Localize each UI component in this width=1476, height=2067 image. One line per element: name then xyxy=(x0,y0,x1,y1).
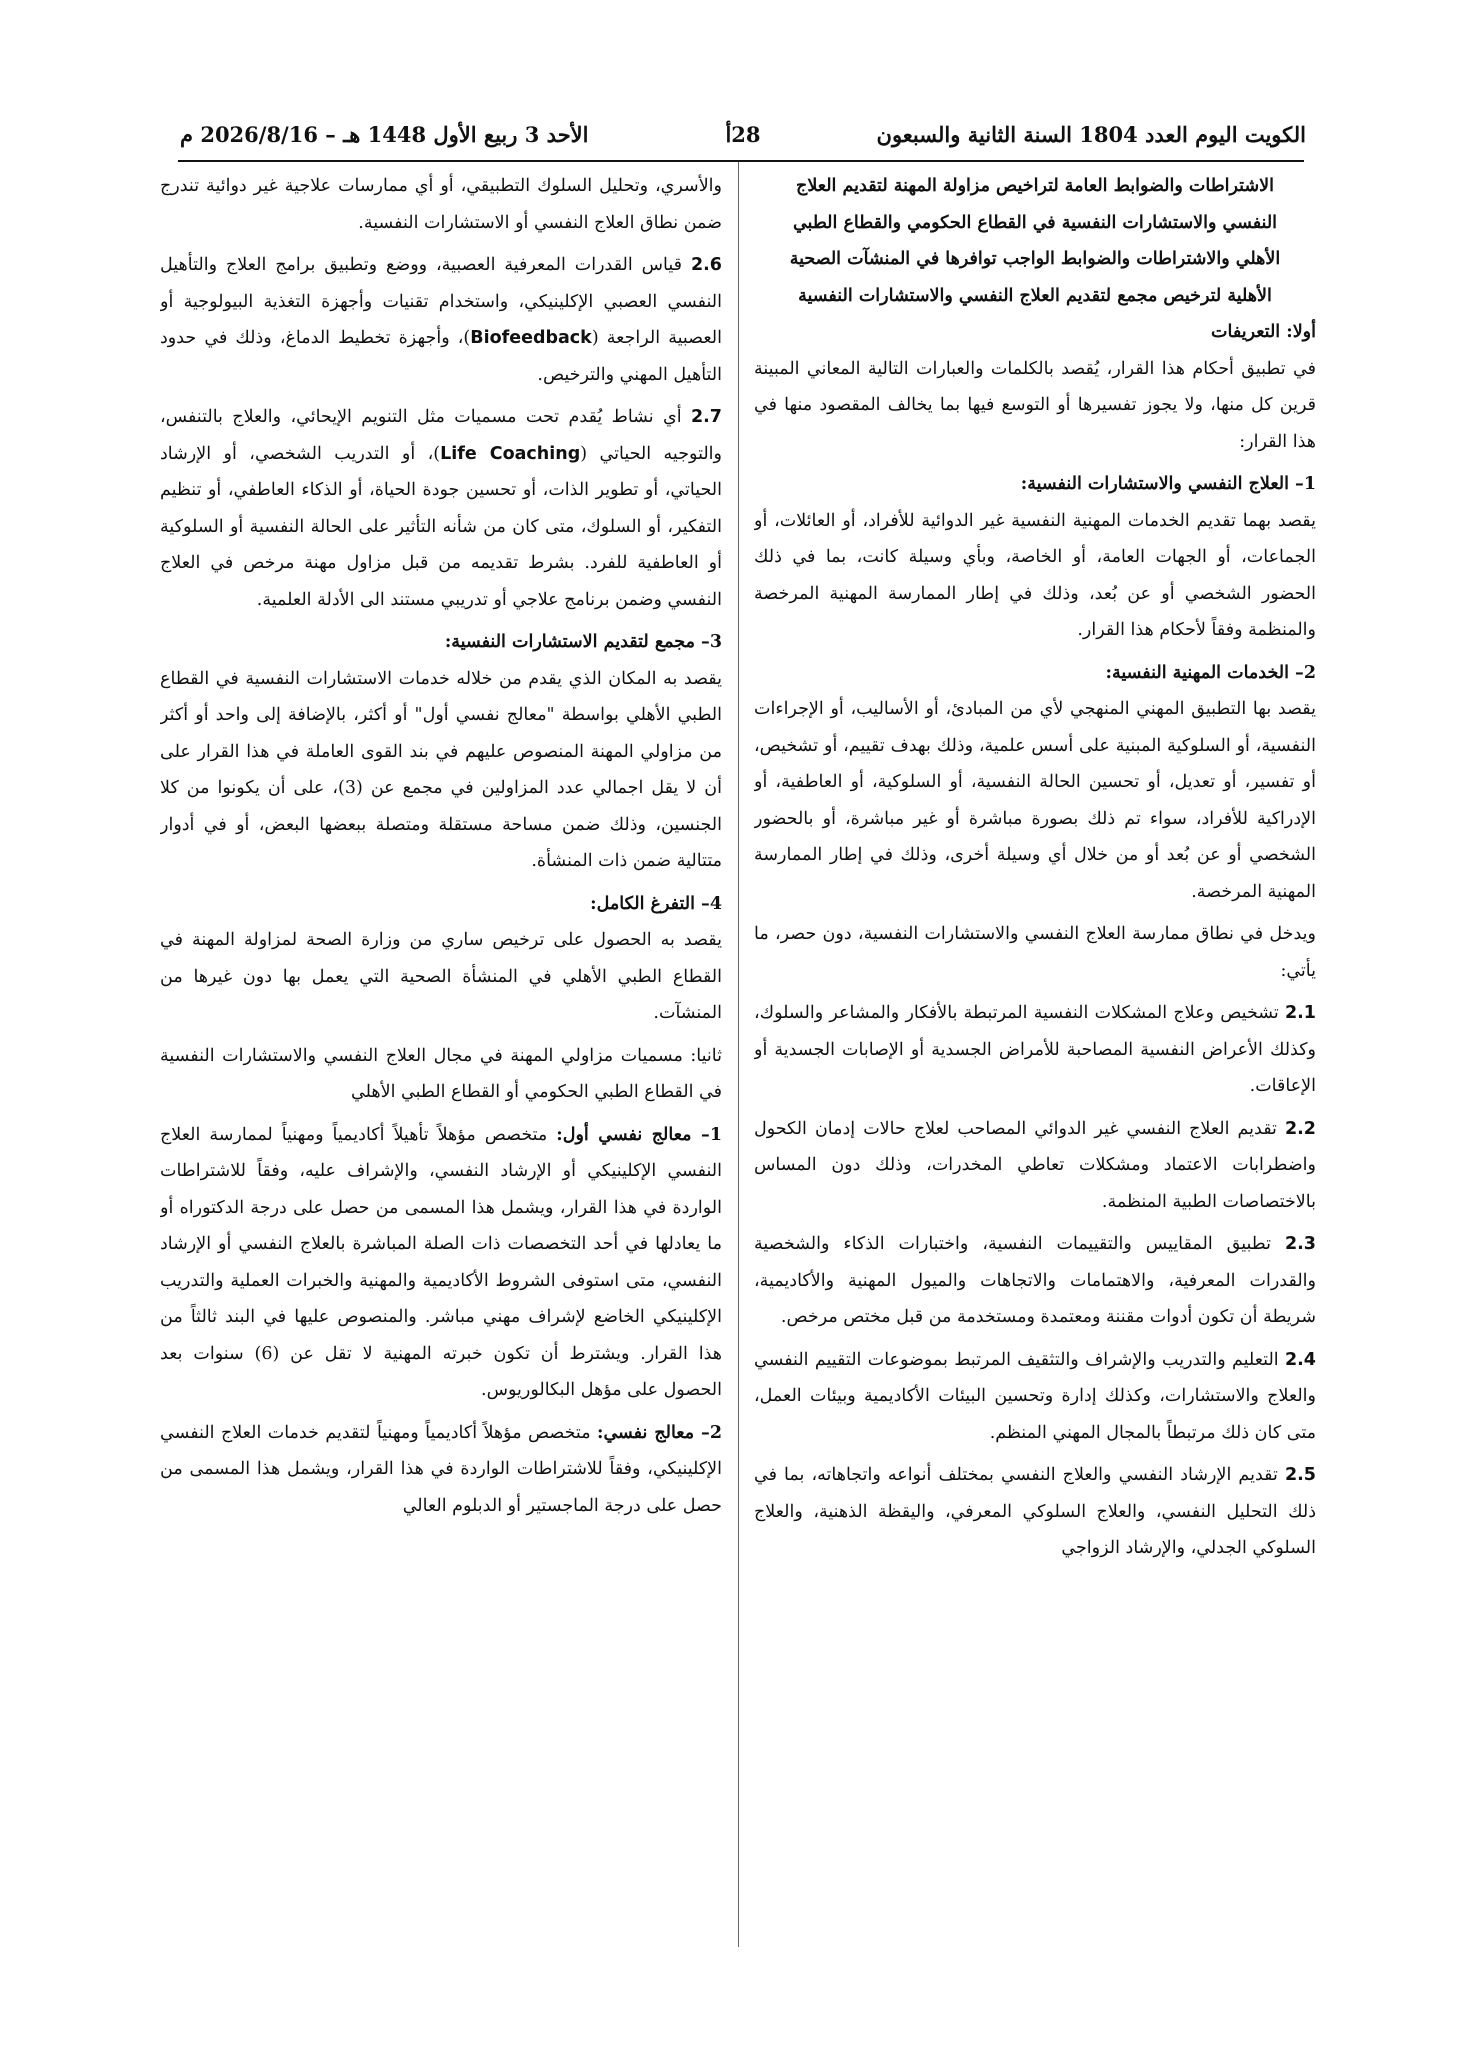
item-number: 2.5 xyxy=(1284,1465,1316,1485)
item-number: 2.7 xyxy=(690,407,722,427)
item-number: 2.3 xyxy=(1284,1234,1316,1254)
definition-4-title: 4– التفرغ الكامل: xyxy=(590,893,722,914)
left-column xyxy=(160,168,722,1958)
title-2-text: متخصص مؤهلاً أكاديمياً ومهنياً لتقديم خدمات العلاج النفسي الإكلينيكي، وفقاً للاشتراطات الواردة في هذا القرار، ويشمل هذا المسمى من حصل على درجة الماجستير أو الدبلوم العالي xyxy=(160,1422,722,1516)
issue-date: الأحد 3 ربيع الأول 1448 هـ – 2026/8/16 م xyxy=(180,122,589,147)
item-text: تشخيص وعلاج المشكلات النفسية المرتبطة بالأفكار والمشاعر والسلوك، وكذلك الأعراض النفسية المصاحبة للأمراض الجسدية أو الإصابات الجسدية أو الإعاقات. xyxy=(754,1003,1316,1096)
item-number: 2.1 xyxy=(1284,1003,1316,1023)
item-text: تقديم الإرشاد النفسي والعلاج النفسي بمختلف أنواعه واتجاهاته، بما في ذلك التحليل النفسي، والعلاج السلوكي المعرفي، واليقظة الذهنية، والعلاج السلوكي الجدلي، والإرشاد الزواجي xyxy=(754,1465,1316,1558)
section-heading-definitions: أولا: التعريفات xyxy=(1211,322,1316,342)
title-2-head: 2– معالج نفسي: xyxy=(597,1422,722,1443)
intro-paragraph: في تطبيق أحكام هذا القرار، يُقصد بالكلمات والعبارات التالية المعاني المبينة قرين كل منها، ولا يجوز تفسيرها أو التوسع فيها بما يخالف المقصود منها في هذا القرار: xyxy=(754,358,1316,452)
item-2-1 xyxy=(754,995,1316,1105)
column-divider xyxy=(738,162,739,1947)
title-line-3: الأهلي والاشتراطات والضوابط الواجب توافرها في المنشآت الصحية xyxy=(789,249,1281,269)
section-heading-titles: ثانيا: مسميات مزاولي المهنة في مجال العلاج النفسي والاستشارات النفسية في القطاع الطبي الحكومي أو القطاع الطبي الأهلي xyxy=(160,1045,722,1102)
title-2 xyxy=(160,1415,722,1525)
definition-2-text: يقصد بها التطبيق المهني المنهجي لأي من المبادئ، أو الأساليب، أو الإجراءات النفسية، أو السلوكية المبنية على أسس علمية، وذلك بهدف تقييم، أو تشخيص، أو تفسير، أو تعديل، أو تحسين الحالة النفسية، أو السلوكية، أو العاطفية، أو الإدراكية للأفراد، سواء تم ذلك بصورة مباشرة أو غير مباشرة، أو بالحضور الشخصي أو عن بُعد أو من خلال أي وسيلة أخرى، وذلك في إطار الممارسة المهنية المرخصة. xyxy=(754,699,1316,902)
definition-2-title: 2– الخدمات المهنية النفسية: xyxy=(1105,662,1316,683)
title-line-1: الاشتراطات والضوابط العامة لتراخيص مزاولة المهنة لتقديم العلاج xyxy=(796,176,1274,196)
item-text: قياس القدرات المعرفية العصبية، ووضع وتطبيق برامج العلاج والتأهيل النفسي العصبي الإكلينيكي، واستخدام تقنيات وأجهزة التغذية البيولوجية أو العصبية الراجعة ( xyxy=(160,255,722,348)
item-2-5 xyxy=(754,1457,1316,1567)
item-text-end: )، أو التدريب الشخصي، أو الإرشاد الحياتي، أو تطوير الذات، أو تحسين جودة الحياة، أو الذكاء العاطفي، أو تنظيم التفكير، أو السلوك، متى كان من شأنه التأثير على الحالة النفسية أو السلوكية أو العاطفية للفرد. بشرط تقديمه من قبل مزاول مهنة مرخص في العلاج النفسي وضمن برنامج علاجي أو تدريبي مستند الى الأدلة العلمية. xyxy=(160,443,722,610)
definition-3-text: يقصد به المكان الذي يقدم من خلاله خدمات الاستشارات النفسية في القطاع الطبي الأهلي بواسطة "معالج نفسي أول" أو أكثر، بالإضافة إلى واحد أو أكثر من مزاولي المهنة المنصوص عليهم في بند القوى العاملة في هذا القرار على أن لا يقل اجمالي عدد المزاولين في مجمع عن (3)، على أن يكونوا من كلا الجنسين، وذلك ضمن مساحة مستقلة ومتصلة ببعضها البعض، أو في أدوار متتالية ضمن ذات المنشأة. xyxy=(160,668,722,871)
gazette-title: الكويت اليوم العدد 1804 السنة الثانية والسبعون xyxy=(876,122,1306,147)
item-2-4 xyxy=(754,1342,1316,1452)
item-2-6 xyxy=(160,247,722,393)
item-text-end: )، وأجهزة تخطيط الدماغ، وذلك في حدود التأهيل المهني والترخيص. xyxy=(160,328,722,385)
scope-paragraph: ويدخل في نطاق ممارسة العلاج النفسي والاستشارات النفسية، دون حصر، ما يأتي: xyxy=(754,924,1316,981)
item-2-2 xyxy=(754,1111,1316,1221)
continued-paragraph: والأسري، وتحليل السلوك التطبيقي، أو أي ممارسات علاجية غير دوائية تندرج ضمن نطاق العلاج النفسي أو الاستشارات النفسية. xyxy=(160,176,722,233)
title-1-head: 1– معالج نفسي أول: xyxy=(556,1124,722,1145)
definition-1-title: 1– العلاج النفسي والاستشارات النفسية: xyxy=(1020,474,1316,494)
item-number: 2.6 xyxy=(690,255,722,275)
title-line-4: الأهلية لترخيص مجمع لتقديم العلاج النفسي والاستشارات النفسية xyxy=(798,285,1272,306)
right-column xyxy=(754,168,1316,1958)
definition-3-title: 3– مجمع لتقديم الاستشارات النفسية: xyxy=(444,632,722,652)
title-1-text: متخصص مؤهلاً تأهيلاً أكاديمياً ومهنياً لممارسة العلاج النفسي الإكلينيكي أو الإرشاد النفسي، والإشراف عليه، وفقاً للاشتراطات الواردة في هذا القرار، ويشمل هذا المسمى من حصل على درجة الدكتوراه أو ما يعادلها في أحد التخصصات ذات الصلة المباشرة بالعلاج النفسي أو الإرشاد النفسي، متى استوفى الشروط الأكاديمية والمهنية والخبرات العملية والتدريب الإكلينيكي الخاضع لإشراف مهني مباشر. والمنصوص عليها في البند ثالثاً من هذا القرار. ويشترط أن تكون خبرته المهنية لا تقل عن (6) سنوات بعد الحصول على مؤهل البكالوريوس. xyxy=(160,1124,722,1400)
definition-1-text: يقصد بهما تقديم الخدمات المهنية النفسية غير الدوائية للأفراد، أو العائلات، أو الجماعات، أو الجهات العامة، أو الخاصة، وبأي وسيلة كانت، بما في ذلك الحضور الشخصي أو عن بُعد، وذلك في إطار الممارسة المهنية المرخصة والمنظمة وفقاً لأحكام هذا القرار. xyxy=(754,510,1316,640)
item-text: أي نشاط يُقدم تحت مسميات مثل التنويم الإيحائي، والعلاج بالتنفس، والتوجيه الحياتي ( xyxy=(160,407,722,464)
title-line-2: النفسي والاستشارات النفسية في القطاع الحكومي والقطاع الطبي xyxy=(792,212,1278,233)
life-coaching-term: Life Coaching xyxy=(440,443,581,464)
item-2-7 xyxy=(160,399,722,618)
item-text: التعليم والتدريب والإشراف والتثقيف المرتبط بموضوعات التقييم النفسي والعلاج والاستشارات، وكذلك إدارة وتحسين البيئات الأكاديمية وبيئات العمل، متى كان ذلك مرتبطاً بالمجال المهني المنظم. xyxy=(754,1349,1316,1443)
page-number: 28أ xyxy=(725,122,761,147)
header-rule xyxy=(178,160,1304,162)
item-number: 2.2 xyxy=(1284,1118,1316,1139)
definition-4-text: يقصد به الحصول على ترخيص ساري من وزارة الصحة لمزاولة المهنة في القطاع الطبي الأهلي في المنشأة الصحية التي يعمل بها دون غيرها من المنشآت. xyxy=(160,930,722,1023)
biofeedback-term: Biofeedback xyxy=(470,328,592,348)
page-header xyxy=(180,122,1306,156)
item-number: 2.4 xyxy=(1284,1349,1316,1370)
item-text: تطبيق المقاييس والتقييمات النفسية، واختبارات الذكاء والشخصية والقدرات المعرفية، والاهتمامات والاتجاهات والميول المهنية والأكاديمية، شريطة أن تكون أدوات مقننة ومعتمدة ومستخدمة من قبل مختص مرخص. xyxy=(754,1234,1316,1327)
title-1 xyxy=(160,1117,722,1409)
item-text: تقديم العلاج النفسي غير الدوائي المصاحب لعلاج حالات إدمان الكحول واضطرابات الاعتماد ومشكلات تعاطي المخدرات، وذلك دون المساس بالاختصاصات الطبية المنظمة. xyxy=(754,1118,1316,1212)
item-2-3 xyxy=(754,1226,1316,1336)
